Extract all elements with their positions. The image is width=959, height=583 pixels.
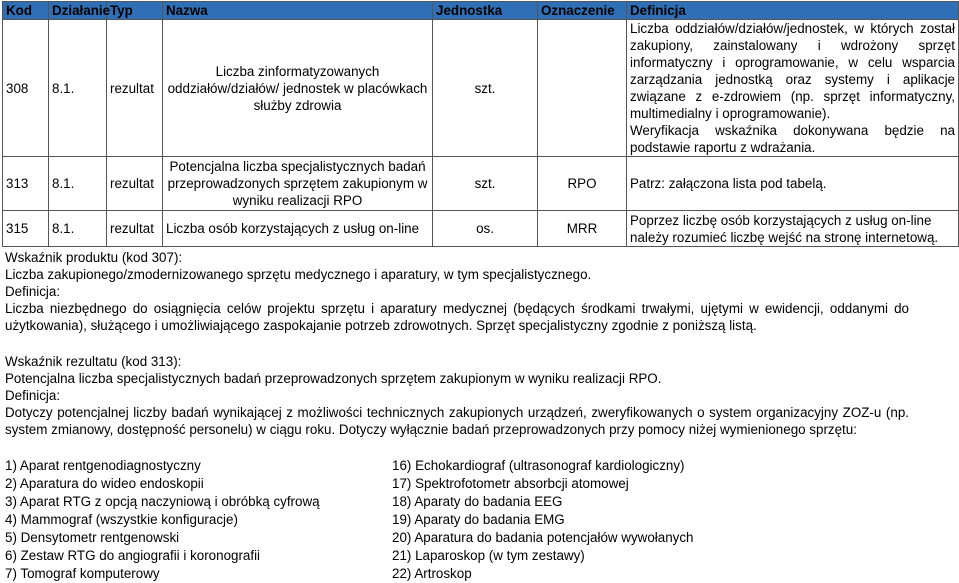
indicators-table [2, 1, 959, 247]
cell-nazwa: Liczba zinformatyzowanych oddziałów/działów/ jednostek w placówkach służby zdrowia [163, 20, 433, 157]
cell-oznaczenie [538, 20, 627, 157]
table-row [3, 211, 959, 247]
cell-dzialanie: 8.1. [49, 211, 107, 247]
cell-dzialanie: 8.1. [49, 20, 107, 157]
cell-oznaczenie: RPO [538, 157, 627, 211]
list-item: 21) Laparoskop (w tym zestawy) [392, 548, 585, 563]
header-dzialanie: Działanie [49, 2, 107, 20]
definicja-text: Liczba oddziałów/działów/jednostek, w których został zakupiony, zainstalowany i wdrożony sprzęt informatyczny i oprogramowanie, w celu wsparcia zarządzania jednostką oraz systemy i aplikacje związane z e-zdrowiem (np. sprzęt informatyczny, multimedialny i oprogramowanie). [630, 21, 955, 121]
cell-definicja: Patrz: załączona lista pod tabelą. [627, 157, 959, 211]
cell-jednostka: szt. [433, 157, 538, 211]
cell-oznaczenie: MRR [538, 211, 627, 247]
list-item: 2) Aparatura do wideo endoskopii [5, 476, 204, 491]
list-item: 20) Aparatura do badania potencjałów wywołanych [392, 530, 694, 545]
list-item: 5) Densytometr rentgenowski [5, 530, 180, 545]
produkt-name: Liczba zakupionego/zmodernizowanego sprzętu medycznego i aparatury, w tym specjalistycznego. [5, 267, 592, 282]
produkt-section [5, 249, 909, 334]
cell-nazwa: Liczba osób korzystających z usług on-line [163, 211, 433, 247]
list-item: 6) Zestaw RTG do angiografii i koronografii [5, 548, 261, 563]
list-item: 17) Spektrofotometr absorbcji atomowej [392, 476, 629, 491]
cell-kod: 313 [3, 157, 49, 211]
cell-kod: 315 [3, 211, 49, 247]
cell-definicja: Poprzez liczbę osób korzystających z usług on-line należy rozumieć liczbę wejść na stronę internetową. [627, 211, 959, 247]
header-nazwa: Nazwa [163, 2, 433, 20]
cell-typ: rezultat [107, 20, 163, 157]
cell-kod: 308 [3, 20, 49, 157]
cell-definicja [627, 20, 959, 157]
list-item: 18) Aparaty do badania EEG [392, 494, 563, 509]
rezultat-definition: Dotyczy potencjalnej liczby badań wynikającej z możliwości technicznych zakupionych urządzeń, zweryfikowanych o system organizacyjny ZOZ-u (np. system zmianowy, dostępność personelu) w ciągu roku. Dotyczy wyłącznie badań przeprowadzonych przy pomocy niżej wymienionego sprzętu: [5, 405, 909, 437]
list-item: 3) Aparat RTG z opcją naczyniową i obróbką cyfrową [5, 494, 320, 509]
header-definicja: Definicja [627, 2, 959, 20]
list-item: 22) Artroskop [392, 566, 472, 581]
equipment-list-right [392, 457, 694, 583]
header-kod: Kod [3, 2, 49, 20]
cell-jednostka: os. [433, 211, 538, 247]
cell-jednostka: szt. [433, 20, 538, 157]
list-item: 1) Aparat rentgenodiagnostyczny [5, 458, 201, 473]
produkt-definition: Liczba niezbędnego do osiągnięcia celów projektu sprzętu i aparatury medycznej (będących środkami trwałymi, ujętymi w ewidencji, oddanymi do użytkowania), służącego i umożliwiającego zaspokajanie potrzeb zdrowotnych. Sprzęt specjalistyczny zgodnie z poniższą listą. [5, 301, 909, 333]
list-item: 16) Echokardiograf (ultrasonograf kardiologiczny) [392, 458, 685, 473]
table-header-row [3, 2, 959, 20]
table-row [3, 20, 959, 157]
produkt-heading: Wskaźnik produktu (kod 307): [5, 250, 183, 265]
list-item: 4) Mammograf (wszystkie konfiguracje) [5, 512, 238, 527]
cell-nazwa: Potencjalna liczba specjalistycznych badań przeprowadzonych sprzętem zakupionym w wyniku realizacji RPO [163, 157, 433, 211]
table-row [3, 157, 959, 211]
list-item: 19) Aparaty do badania EMG [392, 512, 565, 527]
cell-typ: rezultat [107, 211, 163, 247]
definicja-text: Weryfikacja wskaźnika dokonywana będzie na podstawie raportu z wdrażania. [630, 123, 955, 155]
definicja-label: Definicja: [5, 284, 61, 299]
cell-typ: rezultat [107, 157, 163, 211]
header-typ: Typ [107, 2, 163, 20]
rezultat-heading: Wskaźnik rezultatu (kod 313): [5, 354, 182, 369]
cell-dzialanie: 8.1. [49, 157, 107, 211]
header-oznaczenie: Oznaczenie [538, 2, 627, 20]
rezultat-name: Potencjalna liczba specjalistycznych badań przeprowadzonych sprzętem zakupionym w wyniku realizacji RPO. [5, 371, 662, 386]
definicja-label: Definicja: [5, 388, 61, 403]
list-item: 7) Tomograf komputerowy [5, 566, 160, 581]
rezultat-section [5, 353, 909, 438]
header-jednostka: Jednostka [433, 2, 538, 20]
equipment-list-left [5, 457, 320, 583]
